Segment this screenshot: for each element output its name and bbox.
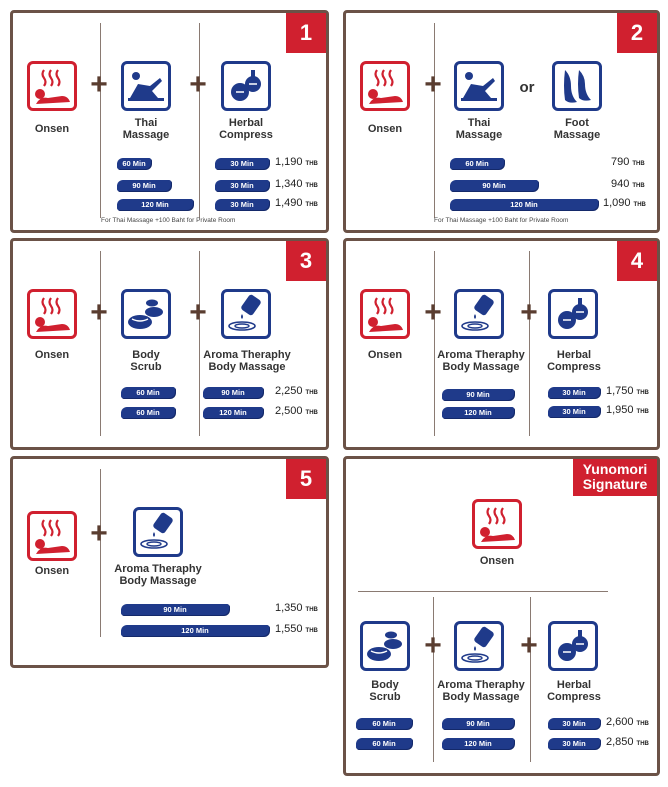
aroma-oil-icon [454, 289, 504, 339]
or-text: or [519, 79, 535, 96]
onsen-label: Onsen [34, 123, 70, 135]
price: 2,250 THB [275, 385, 318, 397]
package-number-badge: 2 [617, 13, 657, 53]
duration-pill: 90 Min [203, 387, 263, 398]
duration-pill: 60 Min [450, 158, 504, 169]
thai-massage-label: Thai Massage [122, 117, 170, 141]
plus-sign: + [520, 629, 538, 662]
package-number-badge: 5 [286, 459, 326, 499]
duration-pill: 30 Min [548, 738, 600, 749]
plus-sign: + [520, 296, 538, 329]
package-card-3[interactable] [10, 238, 329, 450]
divider [530, 597, 531, 762]
price: 1,190 THB [275, 156, 318, 168]
onsen-label: Onsen [34, 349, 70, 361]
divider [529, 251, 530, 436]
private-room-note: For Thai Massage +100 Baht for Private Room [101, 217, 236, 224]
price: 2,850 THB [606, 736, 649, 748]
duration-pill: 90 Min [121, 604, 229, 615]
price: 1,490 THB [275, 197, 318, 209]
aroma-massage-label: Aroma Theraphy Body Massage [114, 563, 202, 587]
thai-massage-icon [121, 61, 171, 111]
duration-pill: 90 Min [442, 718, 514, 729]
duration-pill: 90 Min [442, 389, 514, 400]
price: 1,950 THB [606, 404, 649, 416]
divider [358, 591, 608, 592]
body-scrub-label: Body Scrub [369, 679, 401, 703]
aroma-oil-icon [133, 507, 183, 557]
plus-sign: + [90, 517, 108, 550]
herbal-compress-icon [548, 621, 598, 671]
onsen-icon [27, 511, 77, 561]
divider [100, 469, 101, 637]
duration-pill: 30 Min [215, 199, 269, 210]
price: 1,340 THB [275, 178, 318, 190]
price: 1,090 THB [603, 197, 646, 209]
duration-pill: 30 Min [548, 387, 600, 398]
price: 790 THB [611, 156, 645, 168]
body-scrub-label: Body Scrub [130, 349, 162, 373]
foot-massage-label: Foot Massage [553, 117, 601, 141]
foot-massage-icon [552, 61, 602, 111]
plus-sign: + [424, 68, 442, 101]
herbal-compress-label: Herbal Compress [547, 679, 601, 703]
plus-sign: + [90, 68, 108, 101]
plus-sign: + [189, 296, 207, 329]
divider [199, 251, 200, 436]
price: 1,550 THB [275, 623, 318, 635]
package-card-5[interactable] [10, 456, 329, 668]
package-card-2[interactable] [343, 10, 660, 233]
duration-pill: 120 Min [203, 407, 263, 418]
divider [100, 23, 101, 218]
duration-pill: 60 Min [356, 718, 412, 729]
package-card-1[interactable] [10, 10, 329, 233]
divider [434, 23, 435, 218]
duration-pill: 30 Min [548, 406, 600, 417]
onsen-icon [360, 61, 410, 111]
aroma-massage-label: Aroma Theraphy Body Massage [437, 349, 525, 373]
duration-pill: 90 Min [117, 180, 171, 191]
onsen-label: Onsen [479, 555, 515, 567]
duration-pill: 30 Min [215, 158, 269, 169]
duration-pill: 120 Min [117, 199, 193, 210]
duration-pill: 120 Min [121, 625, 269, 636]
price: 1,350 THB [275, 602, 318, 614]
price: 2,600 THB [606, 716, 649, 728]
duration-pill: 60 Min [121, 387, 175, 398]
duration-pill: 60 Min [121, 407, 175, 418]
plus-sign: + [90, 296, 108, 329]
package-card-signature[interactable] [343, 456, 660, 776]
onsen-icon [27, 61, 77, 111]
body-scrub-icon [360, 621, 410, 671]
duration-pill: 30 Min [548, 718, 600, 729]
plus-sign: + [424, 629, 442, 662]
onsen-label: Onsen [34, 565, 70, 577]
onsen-icon [472, 499, 522, 549]
aroma-massage-label: Aroma Theraphy Body Massage [437, 679, 525, 703]
onsen-icon [27, 289, 77, 339]
duration-pill: 120 Min [442, 738, 514, 749]
price: 940 THB [611, 178, 645, 190]
plus-sign: + [189, 68, 207, 101]
onsen-label: Onsen [367, 349, 403, 361]
signature-badge: Yunomori Signature [573, 459, 657, 496]
package-number-badge: 4 [617, 241, 657, 281]
divider [434, 251, 435, 436]
duration-pill: 60 Min [356, 738, 412, 749]
duration-pill: 120 Min [450, 199, 598, 210]
body-scrub-icon [121, 289, 171, 339]
divider [199, 23, 200, 218]
aroma-oil-icon [454, 621, 504, 671]
package-number-badge: 3 [286, 241, 326, 281]
thai-massage-label: Thai Massage [455, 117, 503, 141]
private-room-note: For Thai Massage +100 Baht for Private Room [434, 217, 569, 224]
package-number-badge: 1 [286, 13, 326, 53]
price: 1,750 THB [606, 385, 649, 397]
onsen-icon [360, 289, 410, 339]
plus-sign: + [424, 296, 442, 329]
duration-pill: 90 Min [450, 180, 538, 191]
onsen-label: Onsen [367, 123, 403, 135]
herbal-compress-label: Herbal Compress [219, 117, 273, 141]
duration-pill: 60 Min [117, 158, 151, 169]
herbal-compress-icon [548, 289, 598, 339]
divider [100, 251, 101, 436]
thai-massage-icon [454, 61, 504, 111]
aroma-massage-label: Aroma Theraphy Body Massage [203, 349, 291, 373]
package-card-4[interactable] [343, 238, 660, 450]
herbal-compress-label: Herbal Compress [547, 349, 601, 373]
aroma-oil-icon [221, 289, 271, 339]
herbal-compress-icon [221, 61, 271, 111]
duration-pill: 30 Min [215, 180, 269, 191]
duration-pill: 120 Min [442, 407, 514, 418]
price: 2,500 THB [275, 405, 318, 417]
